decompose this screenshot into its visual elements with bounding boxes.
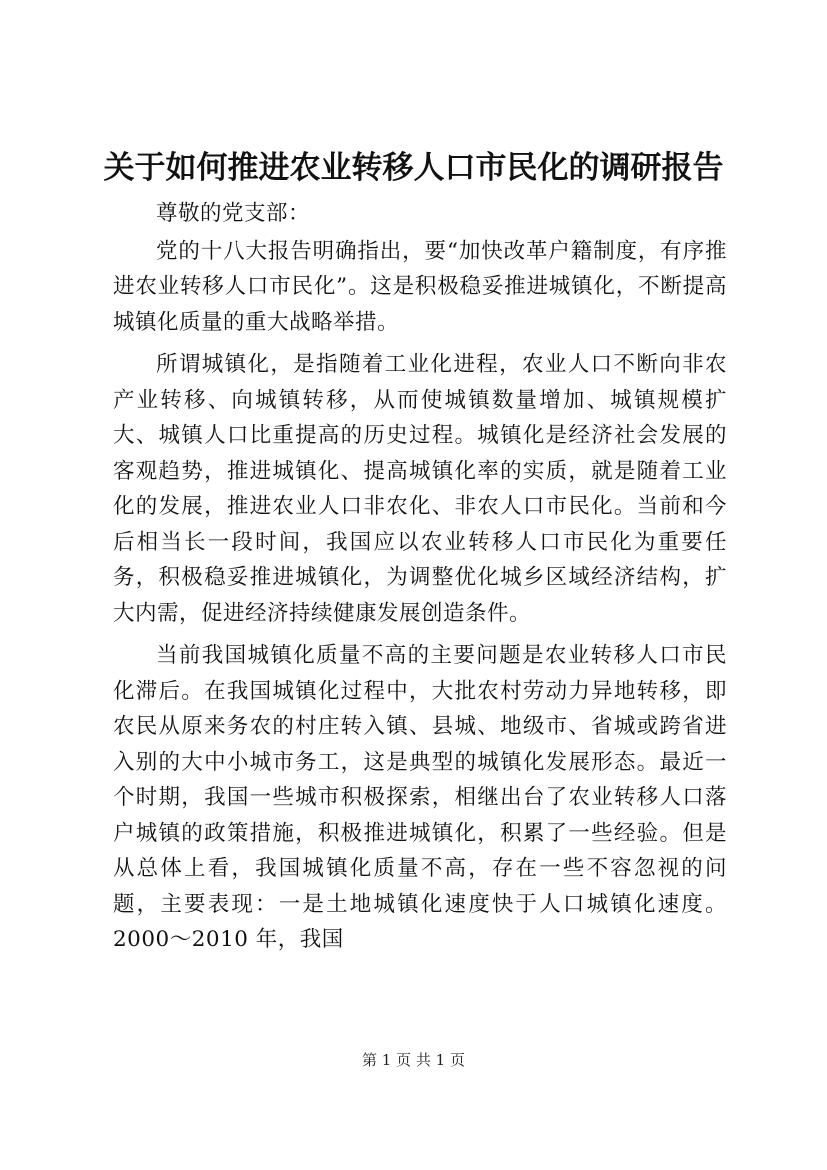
paragraph-3: 当前我国城镇化质量不高的主要问题是农业转移人口市民化滞后。在我国城镇化过程中，大批农村劳动力异地转移，即农民从原来务农的村庄转入镇、县城、地级市、省城或跨省进入别的大中小城市务工，这是典型的城镇化发展形态。最近一个时期，我国一些城市积极探索，相继出台了农业转移人口落户城镇的政策措施，积极推进城镇化，积累了一些经验。但是从总体上看，我国城镇化质量不高，存在一些不容忽视的问题，主要表现：一是土地城镇化速度快于人口城镇化速度。2000～2010 年，我国 [113,643,727,952]
page-footer: 第 1 页 共 1 页 [362,1051,465,1069]
document-body [113,196,727,965]
paragraph-2: 所谓城镇化，是指随着工业化进程，农业人口不断向非农产业转移、向城镇转移，从而使城镇数量增加、城镇规模扩大、城镇人口比重提高的历史过程。城镇化是经济社会发展的客观趋势，推进城镇化、提高城镇化率的实质，就是随着工业化的发展，推进农业人口非农化、非农人口市民化。当前和今后相当长一段时间，我国应以农业转移人口市民化为重要任务，积极稳妥推进城镇化，为调整优化城乡区域经济结构，扩大内需，促进经济持续健康发展创造条件。 [113,352,727,626]
document-title: 关于如何推进农业转移人口市民化的调研报告 [103,150,724,186]
salutation: 尊敬的党支部： [156,201,311,226]
paragraph-1: 党的十八大报告明确指出，要“加快改革户籍制度，有序推进农业转移人口市民化”。这是积极稳妥推进城镇化，不断提高城镇化质量的重大战略举措。 [113,238,727,335]
